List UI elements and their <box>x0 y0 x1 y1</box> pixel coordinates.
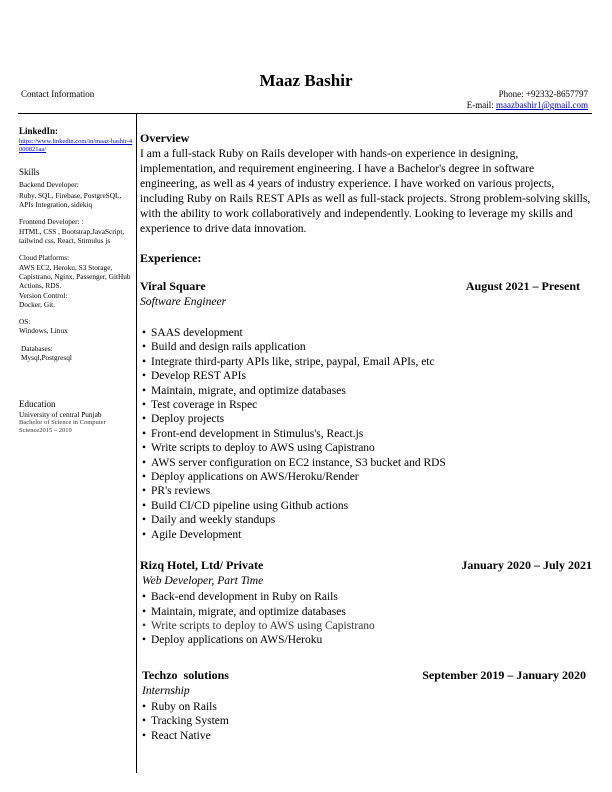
bullet-item: • Integrate third-party APIs like, stripe, paypal, Email APIs, etc <box>140 355 592 369</box>
bullet-item: • Back-end development in Ruby on Rails <box>140 590 592 604</box>
candidate-name: Maaz Bashir <box>259 71 353 90</box>
linkedin-link[interactable]: https://www.linkedin.com/in/maaz-bashir-4000821aa/ <box>19 138 133 154</box>
bullet-list <box>140 326 592 542</box>
header-divider <box>18 113 592 114</box>
bullet-item: • React Native <box>140 729 592 743</box>
role: Software Engineer <box>140 295 227 308</box>
frontend-skills: HTML, CSS , Bootstrap,JavaScript, tailwind css, React, Stimulus js <box>19 226 125 246</box>
cloud-skills: AWS EC2, Heroku, S3 Storage, Capistrano, Nginx, Passenger, GitHub Actions, RDS. <box>19 262 131 291</box>
dates: August 2021 – Present <box>465 279 580 293</box>
overview-text: I am a full-stack Ruby on Rails developer with hands-on experience in designing, implementation, and requirement engineering. I have a Bachelor's degree in software engineering, as well as 4 years of industry experience. I have worked on various projects, including Ruby on Rails REST APIs as well as full-stack projects. Strong problem-solving skills, with the ability to work collaboratively and independently. Looking to leverage my skills and experience to drive data innovation. <box>140 147 591 235</box>
databases-label: Databases: <box>21 343 53 353</box>
bullet-item: • AWS server configuration on EC2 instance, S3 bucket and RDS <box>140 456 592 470</box>
email-label: E-mail: <box>466 100 496 110</box>
company: Viral Square <box>140 279 206 293</box>
email-link[interactable]: maazbashir1@gmail.com <box>495 100 588 110</box>
bullet-item: • Deploy applications on AWS/Heroku/Render <box>140 470 592 484</box>
job-rizq-hotel <box>140 558 592 648</box>
main-content <box>140 131 592 743</box>
experience-heading: Experience: <box>140 251 202 265</box>
bullet-item: • Deploy projects <box>140 412 592 426</box>
bullet-item: • Develop REST APIs <box>140 369 592 383</box>
bullet-list <box>140 590 592 648</box>
job-techzo <box>140 668 592 743</box>
role: Web Developer, Part Time <box>142 574 264 588</box>
version-control-label: Version Control: <box>19 290 68 300</box>
os-label: OS: <box>19 317 31 327</box>
bullet-item: • Tracking System <box>140 714 592 728</box>
bullet-item: • Write scripts to deploy to AWS using Capistrano <box>140 441 592 455</box>
bullet-item: • Build and design rails application <box>140 340 592 354</box>
bullet-item: • Test coverage in Rspec <box>140 398 592 412</box>
bullet-item: • Maintain, migrate, and optimize databases <box>140 384 592 398</box>
bullet-item: • Agile Development <box>140 528 592 542</box>
os-skills: Windows, Linux <box>19 326 68 336</box>
education-heading: Education <box>19 399 56 410</box>
phone: Phone: +92332-8657797 <box>498 89 588 99</box>
bullet-item: • Ruby on Rails <box>140 700 592 714</box>
cloud-label: Cloud Platforms: <box>19 253 70 263</box>
university: University of central Punjab <box>19 409 102 419</box>
backend-skills: Ruby, SQL, Firebase, PostgreSQL, APIs Integration, sidekiq <box>19 190 122 210</box>
bullet-item: • Front-end development in Stimulus's, React.js <box>140 427 592 441</box>
bullet-item: • PR's reviews <box>140 484 592 498</box>
databases-skills: Mysql,Postgresql <box>21 353 72 363</box>
overview-heading: Overview <box>140 131 190 145</box>
backend-label: Backend Developer: <box>19 179 79 189</box>
dates: September 2019 – January 2020 <box>422 667 586 682</box>
frontend-label: Frontend Developer: : <box>19 217 84 227</box>
bullet-item: • Daily and weekly standups <box>140 513 592 527</box>
bullet-list <box>140 700 592 743</box>
degree: Bachelor of Science in Computer Science2015 – 2019 <box>19 418 106 435</box>
bullet-item: • SAAS development <box>140 326 592 340</box>
dates: January 2020 – July 2021 <box>461 558 592 573</box>
sidebar <box>19 127 135 436</box>
email-line <box>467 100 588 110</box>
column-divider <box>136 113 137 773</box>
bullet-item: • Maintain, migrate, and optimize databases <box>140 605 592 619</box>
skills-heading: Skills <box>19 167 40 178</box>
contact-information-label: Contact Information <box>21 89 95 99</box>
linkedin-label: LinkedIn: <box>19 126 59 136</box>
role: Internship <box>142 683 190 697</box>
bullet-item: • Deploy applications on AWS/Heroku <box>140 633 592 647</box>
version-control-skills: Docker, Git. <box>19 299 55 309</box>
company: Techzo solutions <box>142 667 229 682</box>
company: Rizq Hotel, Ltd/ Private <box>140 558 264 573</box>
bullet-item: • Build CI/CD pipeline using Github actions <box>140 499 592 513</box>
job-viral-square <box>140 279 592 542</box>
bullet-item: • Write scripts to deploy to AWS using Capistrano <box>140 619 592 633</box>
